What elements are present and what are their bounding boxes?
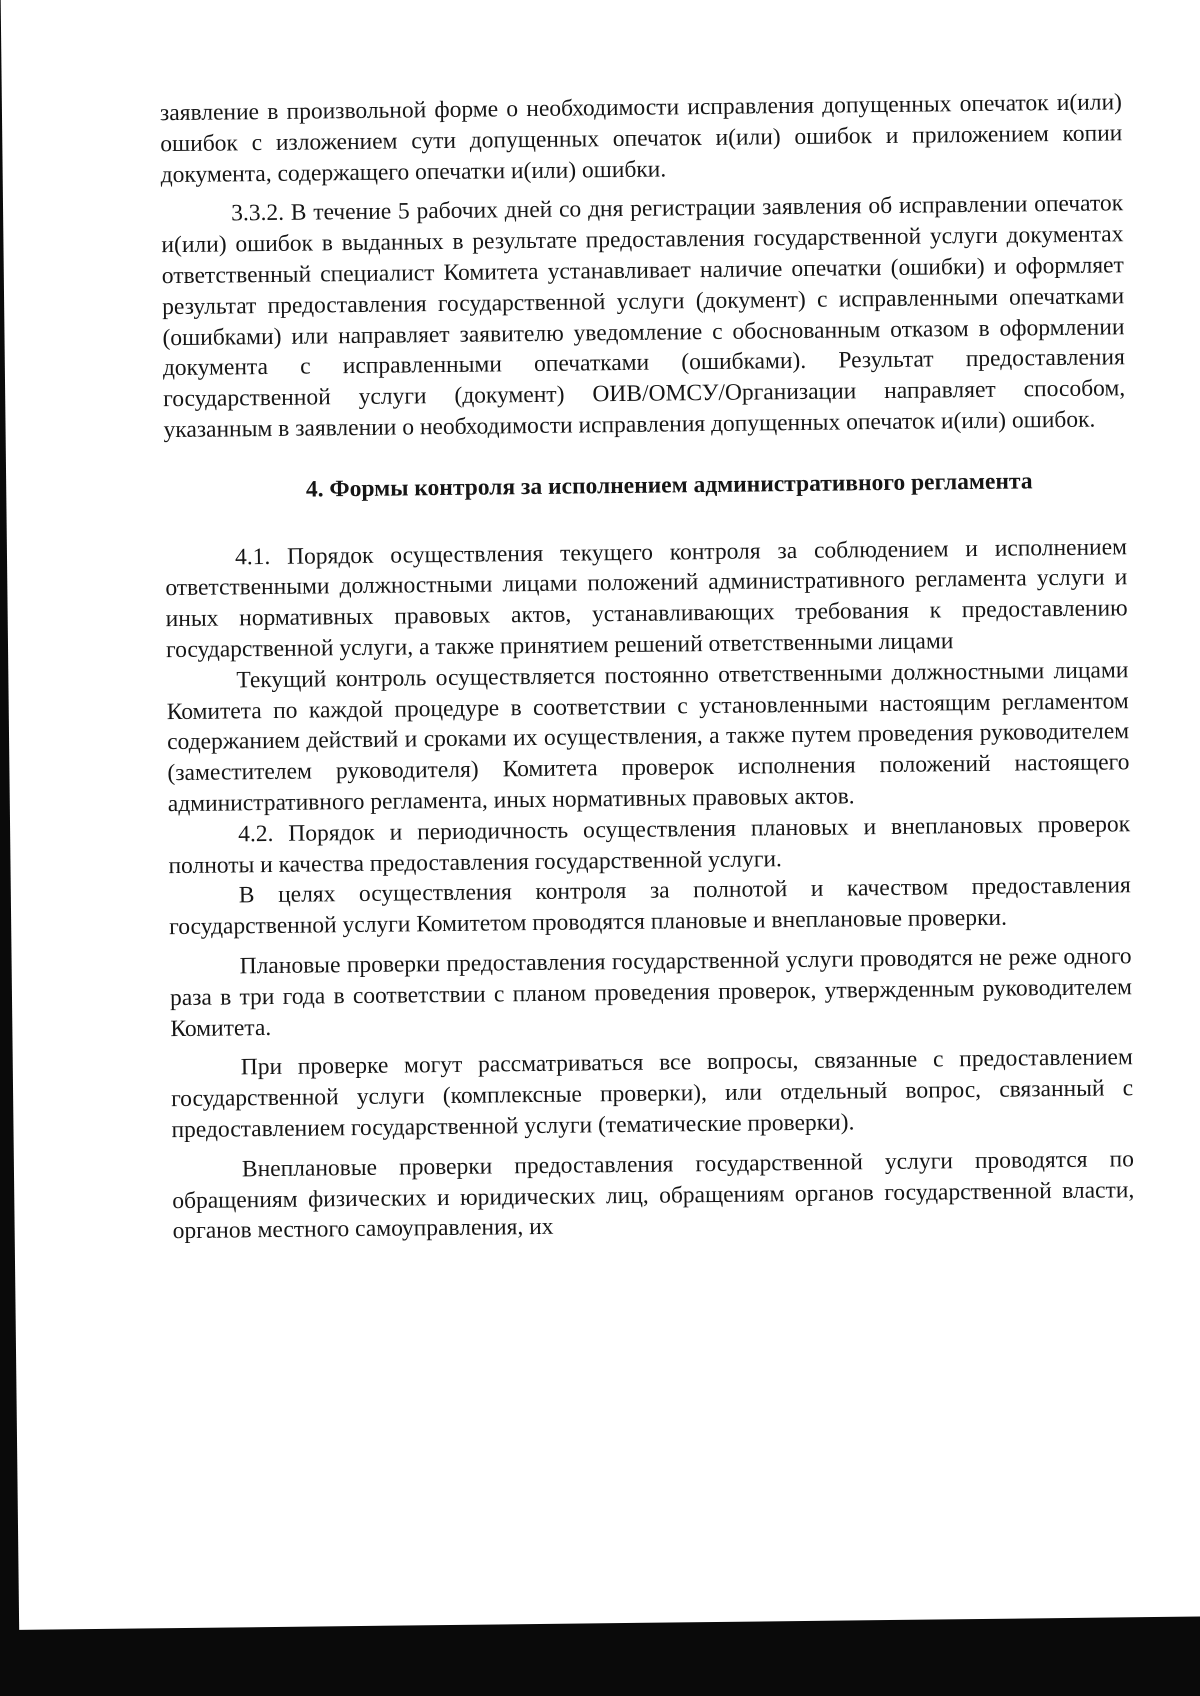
paragraph-planned-checks: Плановые проверки предоставления государственной услуги проводятся не реже одного раза в три года в соответствии с планом проведения проверок, утвержденным руководителем Комитета.	[169, 943, 1133, 1042]
paragraph-request-statement: заявление в произвольной форме о необходимости исправления допущенных опечаток и(или) ошибок с изложением сути допущенных опечаток и(или) ошибок и приложением копии документа, содержащего опечатки и(или) ошибки.	[159, 89, 1123, 188]
paragraph-3-3-2: 3.3.2. В течение 5 рабочих дней со дня регистрации заявления об исправлении опечаток и(или) ошибок в выданных в результате предоставления государственной услуги документах ответственный специалист Комитета устанавливает наличие опечатки (ошибки) и оформляет результат предоставления государственной услуги (документ) с исправленными опечатками (ошибками) или направляет заявителю уведомление с обоснованным отказом в оформлении документа с исправленными опечатками (ошибками). Результат предоставления государственной услуги (документ) ОИВ/ОМСУ/Организации направляет способом, указанным в заявлении о необходимости исправления допущенных опечаток и(или) ошибок.	[161, 190, 1126, 444]
paragraph-control-purpose: В целях осуществления контроля за полнотой и качеством предоставления государственной услуги Комитетом проводятся плановые и внеплановые проверки.	[169, 872, 1131, 941]
paragraph-4-2: 4.2. Порядок и периодичность осуществления плановых и внеплановых проверок полноты и качества предоставления государственной услуги.	[168, 810, 1131, 879]
section-heading-4: 4. Формы контроля за исполнением административного регламента	[305, 468, 1033, 503]
paragraph-unplanned-checks: Внеплановые проверки предоставления государственной услуги проводятся по обращениям физических и юридических лиц, обращениям органов государственной власти, органов местного самоуправления, их	[172, 1145, 1135, 1245]
paragraph-current-control: Текущий контроль осуществляется постоянно ответственными должностными лицами Комитета по каждой процедуре в соответствии с установленными настоящим регламентом содержанием действий и сроками их осуществления, а также путем проведения руководителем (заместителем руководителя) Комитета проверок исполнения положений настоящего административного регламента, иных нормативных правовых актов.	[166, 656, 1130, 818]
paragraph-4-1: 4.1. Порядок осуществления текущего контроля за соблюдением и исполнением ответственными должностными лицами положений административного регламента услуги и иных нормативных правовых актов, устанавливающих требования к предоставлению государственной услуги, а также принятием решений ответственными лицами	[165, 533, 1128, 664]
paragraph-check-scope: При проверке могут рассматриваться все вопросы, связанные с предоставлением государственной услуги (комплексные проверки), или отдельный вопрос, связанный с предоставлением государственной услуги (тематические проверки).	[171, 1044, 1134, 1144]
document-body	[160, 87, 1135, 1247]
